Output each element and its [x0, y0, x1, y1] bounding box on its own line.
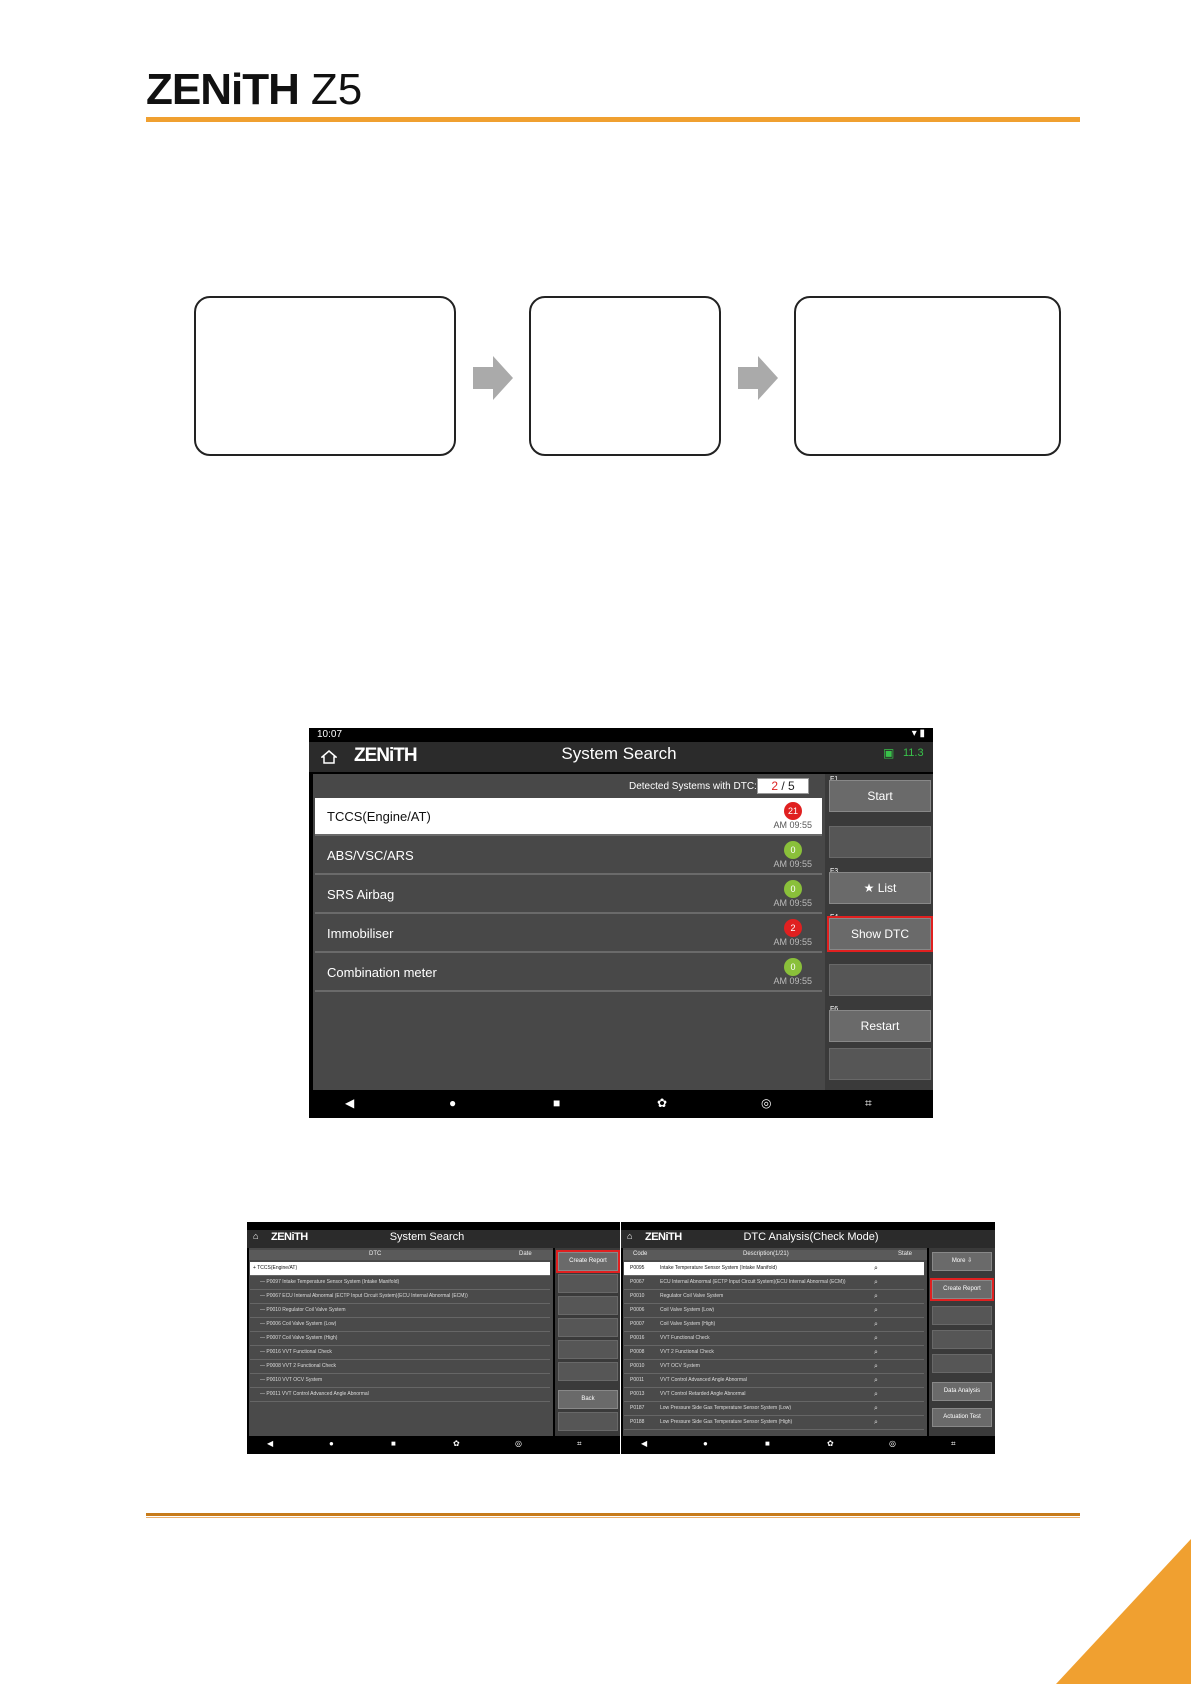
- home-nav-icon[interactable]: ●: [703, 1439, 708, 1448]
- status-time: 10:07: [317, 729, 343, 740]
- col-code: Code: [633, 1251, 648, 1257]
- system-search-dtc-screenshot: [247, 1222, 620, 1454]
- dtc-code: P0187: [630, 1405, 645, 1411]
- wifi-battery-icon: ▾ ▮: [911, 728, 925, 739]
- system-row-immobiliser[interactable]: [315, 915, 822, 953]
- create-report-button[interactable]: Create Report: [932, 1280, 992, 1299]
- dtc-tree-row[interactable]: — P0008 VVT 2 Functional Check: [250, 1360, 550, 1374]
- search-icon[interactable]: ⌕: [874, 1307, 878, 1314]
- flow-step-3-box: [794, 296, 1061, 456]
- dtc-code-row[interactable]: [624, 1416, 924, 1430]
- dtc-code-list: [624, 1262, 924, 1430]
- restart-button[interactable]: Restart: [829, 1010, 931, 1042]
- dtc-tree-row[interactable]: — P0010 Regulator Coil Valve System: [250, 1304, 550, 1318]
- scan-time: AM 09:55: [773, 937, 812, 947]
- dtc-code-row[interactable]: [624, 1360, 924, 1374]
- dtc-description: Low Pressure Side Gas Temperature Sensor System (Low): [660, 1405, 792, 1411]
- dtc-count-badge: 21: [784, 802, 802, 820]
- dtc-code: P0010: [630, 1293, 645, 1299]
- status-bar: [309, 728, 933, 742]
- search-icon[interactable]: ⌕: [874, 1279, 878, 1286]
- settings-icon[interactable]: ✿: [657, 1096, 668, 1110]
- settings-icon[interactable]: ✿: [827, 1439, 834, 1448]
- col-dtc: DTC: [369, 1251, 382, 1257]
- dtc-tree-list: [250, 1262, 550, 1402]
- dtc-description: Coil Valve System (Low): [660, 1307, 715, 1313]
- dtc-count-badge: 0: [784, 841, 802, 859]
- data-analysis-button[interactable]: Data Analysis: [932, 1382, 992, 1401]
- table-header: [623, 1250, 927, 1260]
- dtc-code-row[interactable]: [624, 1346, 924, 1360]
- home-icon[interactable]: [321, 750, 337, 764]
- dtc-analysis-screenshot: [621, 1222, 995, 1454]
- dtc-code-row[interactable]: [624, 1332, 924, 1346]
- dtc-count-badge: 2: [784, 919, 802, 937]
- brand-name: ZENiTH: [146, 65, 299, 114]
- dtc-tree-row[interactable]: — P0011 VVT Control Advanced Angle Abnormal: [250, 1388, 550, 1402]
- search-icon[interactable]: ⌕: [874, 1377, 878, 1384]
- empty-button: [932, 1330, 992, 1349]
- col-state: State: [898, 1251, 913, 1257]
- recents-icon[interactable]: ■: [391, 1439, 396, 1448]
- zenith-z5-logo: [146, 65, 363, 114]
- android-nav-bar: [621, 1436, 995, 1454]
- system-search-screenshot: [309, 728, 933, 1118]
- dtc-code-row[interactable]: [624, 1388, 924, 1402]
- dtc-code-row[interactable]: [624, 1276, 924, 1290]
- flow-step-2-box: [529, 296, 721, 456]
- search-icon[interactable]: ⌕: [874, 1363, 878, 1370]
- screen-title: System Search: [561, 744, 677, 763]
- show-dtc-button[interactable]: Show DTC: [829, 918, 931, 950]
- back-icon[interactable]: ◀: [267, 1439, 274, 1448]
- detected-total: / 5: [781, 779, 795, 793]
- screenshot-icon[interactable]: ⌗: [865, 1096, 872, 1110]
- flow-arrow-2-icon: [738, 356, 778, 400]
- app-brand: ZENiTH: [271, 1231, 308, 1243]
- dtc-code: P0007: [630, 1321, 645, 1327]
- dtc-code-row[interactable]: [624, 1290, 924, 1304]
- dtc-code: P0013: [630, 1391, 645, 1397]
- dtc-description: VVT 2 Functional Check: [660, 1349, 714, 1355]
- dtc-code: P0016: [630, 1335, 645, 1341]
- android-nav-bar: [309, 1090, 933, 1118]
- col-date: Date: [519, 1251, 532, 1257]
- scan-time: AM 09:55: [773, 898, 812, 908]
- dtc-code-row[interactable]: [624, 1402, 924, 1416]
- system-row-combination-meter[interactable]: [315, 954, 822, 992]
- home-icon[interactable]: ⌂: [253, 1231, 259, 1241]
- detected-found: 2: [771, 779, 778, 793]
- battery-voltage: 11.3: [903, 747, 924, 759]
- search-icon[interactable]: ⌕: [874, 1349, 878, 1356]
- android-nav-bar: [247, 1436, 620, 1454]
- footer-rule-thin: [146, 1517, 1080, 1518]
- wheel-icon[interactable]: ◎: [889, 1439, 896, 1448]
- dtc-description: VVT Functional Check: [660, 1335, 710, 1341]
- dtc-tree-row[interactable]: — P0067 ECU Internal Abnormal (ECTP Input Circuit System)(ECU Internal Abnormal (ECM)): [250, 1290, 550, 1304]
- f2-button-disabled: [829, 826, 931, 858]
- search-icon[interactable]: ⌕: [874, 1419, 878, 1426]
- home-nav-icon[interactable]: ●: [449, 1096, 457, 1110]
- dtc-description: VVT Control Retarded Angle Abnormal: [660, 1391, 746, 1397]
- dtc-description: ECU Internal Abnormal (ECTP Input Circuit System)(ECU Internal Abnormal (ECM)): [660, 1279, 846, 1285]
- scan-time: AM 09:55: [773, 976, 812, 986]
- wheel-icon[interactable]: ◎: [515, 1439, 522, 1448]
- dtc-code-row[interactable]: [624, 1304, 924, 1318]
- create-report-button[interactable]: Create Report: [558, 1252, 618, 1271]
- empty-button: [558, 1412, 618, 1431]
- dtc-code-row[interactable]: [624, 1374, 924, 1388]
- scan-time: AM 09:55: [773, 820, 812, 830]
- wheel-icon[interactable]: ◎: [761, 1096, 772, 1110]
- empty-button: [558, 1340, 618, 1359]
- more-button[interactable]: More ⇩: [932, 1252, 992, 1271]
- actuation-test-button[interactable]: Actuation Test: [932, 1408, 992, 1427]
- f5-button-disabled: [829, 964, 931, 996]
- screen-title: DTC Analysis(Check Mode): [743, 1231, 879, 1243]
- app-brand: ZENiTH: [645, 1231, 682, 1243]
- dtc-tree-row[interactable]: — P0007 Coil Valve System (High): [250, 1332, 550, 1346]
- detected-label: Detected Systems with DTC:: [629, 781, 757, 792]
- dtc-code: P0095: [630, 1265, 645, 1271]
- dtc-description: Low Pressure Side Gas Temperature Sensor System (High): [660, 1419, 793, 1425]
- dtc-code: P0011: [630, 1377, 645, 1383]
- back-icon[interactable]: ◀: [641, 1439, 648, 1448]
- empty-button: [932, 1354, 992, 1373]
- system-name: SRS Airbag: [327, 887, 395, 902]
- flow-step-1-box: [194, 296, 456, 456]
- search-icon[interactable]: ⌕: [874, 1321, 878, 1328]
- dtc-count-badge: 0: [784, 880, 802, 898]
- home-icon[interactable]: ⌂: [627, 1231, 633, 1241]
- screenshot-icon[interactable]: ⌗: [577, 1439, 582, 1448]
- recents-icon[interactable]: ■: [553, 1096, 561, 1110]
- app-brand: ZENiTH: [354, 745, 417, 766]
- list-button[interactable]: ★ List: [829, 872, 931, 904]
- dtc-description: VVT OCV System: [660, 1363, 700, 1369]
- dtc-tree-row[interactable]: — P0010 VVT OCV System: [250, 1374, 550, 1388]
- empty-button: [558, 1318, 618, 1337]
- search-icon[interactable]: ⌕: [874, 1391, 878, 1398]
- search-icon[interactable]: ⌕: [874, 1335, 878, 1342]
- dtc-tree-row[interactable]: — P0006 Coil Valve System (Low): [250, 1318, 550, 1332]
- footer-rule: [146, 1513, 1080, 1516]
- system-name: Immobiliser: [327, 926, 394, 941]
- search-icon[interactable]: ⌕: [874, 1405, 878, 1412]
- settings-icon[interactable]: ✿: [453, 1439, 460, 1448]
- screen-title: System Search: [389, 1231, 465, 1243]
- table-header: [249, 1250, 553, 1260]
- back-button[interactable]: Back: [558, 1390, 618, 1409]
- dtc-code-row[interactable]: [624, 1318, 924, 1332]
- system-name: ABS/VSC/ARS: [327, 848, 414, 863]
- system-name: Combination meter: [327, 965, 437, 980]
- empty-button: [558, 1362, 618, 1381]
- screenshot-icon[interactable]: ⌗: [951, 1439, 956, 1448]
- corner-triangle-decoration: [1056, 1539, 1191, 1684]
- dtc-description: Regulator Coil Valve System: [660, 1293, 724, 1299]
- back-icon[interactable]: ◀: [345, 1096, 355, 1110]
- dtc-code: P0010: [630, 1363, 645, 1369]
- search-icon[interactable]: ⌕: [874, 1265, 878, 1272]
- dtc-description: Coil Valve System (High): [660, 1321, 716, 1327]
- recents-icon[interactable]: ■: [765, 1439, 770, 1448]
- system-name: TCCS(Engine/AT): [327, 809, 431, 824]
- dtc-code: P0067: [630, 1279, 645, 1285]
- dtc-count-badge: 0: [784, 958, 802, 976]
- system-row-tccs[interactable]: [315, 798, 822, 836]
- dtc-description: VVT Control Advanced Angle Abnormal: [660, 1377, 747, 1383]
- flow-arrow-1-icon: [473, 356, 513, 400]
- detected-count: [757, 778, 809, 794]
- scan-time: AM 09:55: [773, 859, 812, 869]
- dtc-code-row[interactable]: [624, 1262, 924, 1276]
- empty-button: [558, 1296, 618, 1315]
- dtc-code: P0188: [630, 1419, 645, 1425]
- dtc-tree-row[interactable]: — P0016 VVT Functional Check: [250, 1346, 550, 1360]
- search-icon[interactable]: ⌕: [874, 1293, 878, 1300]
- dtc-code: P0008: [630, 1349, 645, 1355]
- system-row-srs[interactable]: [315, 876, 822, 914]
- system-row-abs[interactable]: [315, 837, 822, 875]
- home-nav-icon[interactable]: ●: [329, 1439, 334, 1448]
- dtc-description: Intake Temperature Sensor System (Intake Manifold): [660, 1265, 777, 1271]
- empty-button: [558, 1274, 618, 1293]
- dtc-tree-row[interactable]: — P0097 Intake Temperature Sensor System (Intake Manifold): [250, 1276, 550, 1290]
- battery-icon: ▣: [883, 746, 895, 760]
- col-description: Description(1/21): [743, 1251, 789, 1257]
- dtc-tree-row[interactable]: + TCCS(Engine/AT): [250, 1262, 550, 1276]
- header-rule: [146, 117, 1080, 122]
- start-button[interactable]: Start: [829, 780, 931, 812]
- dtc-code: P0006: [630, 1307, 645, 1313]
- model-name: Z5: [310, 65, 363, 114]
- more-button-disabled: [829, 1048, 931, 1080]
- empty-button: [932, 1306, 992, 1325]
